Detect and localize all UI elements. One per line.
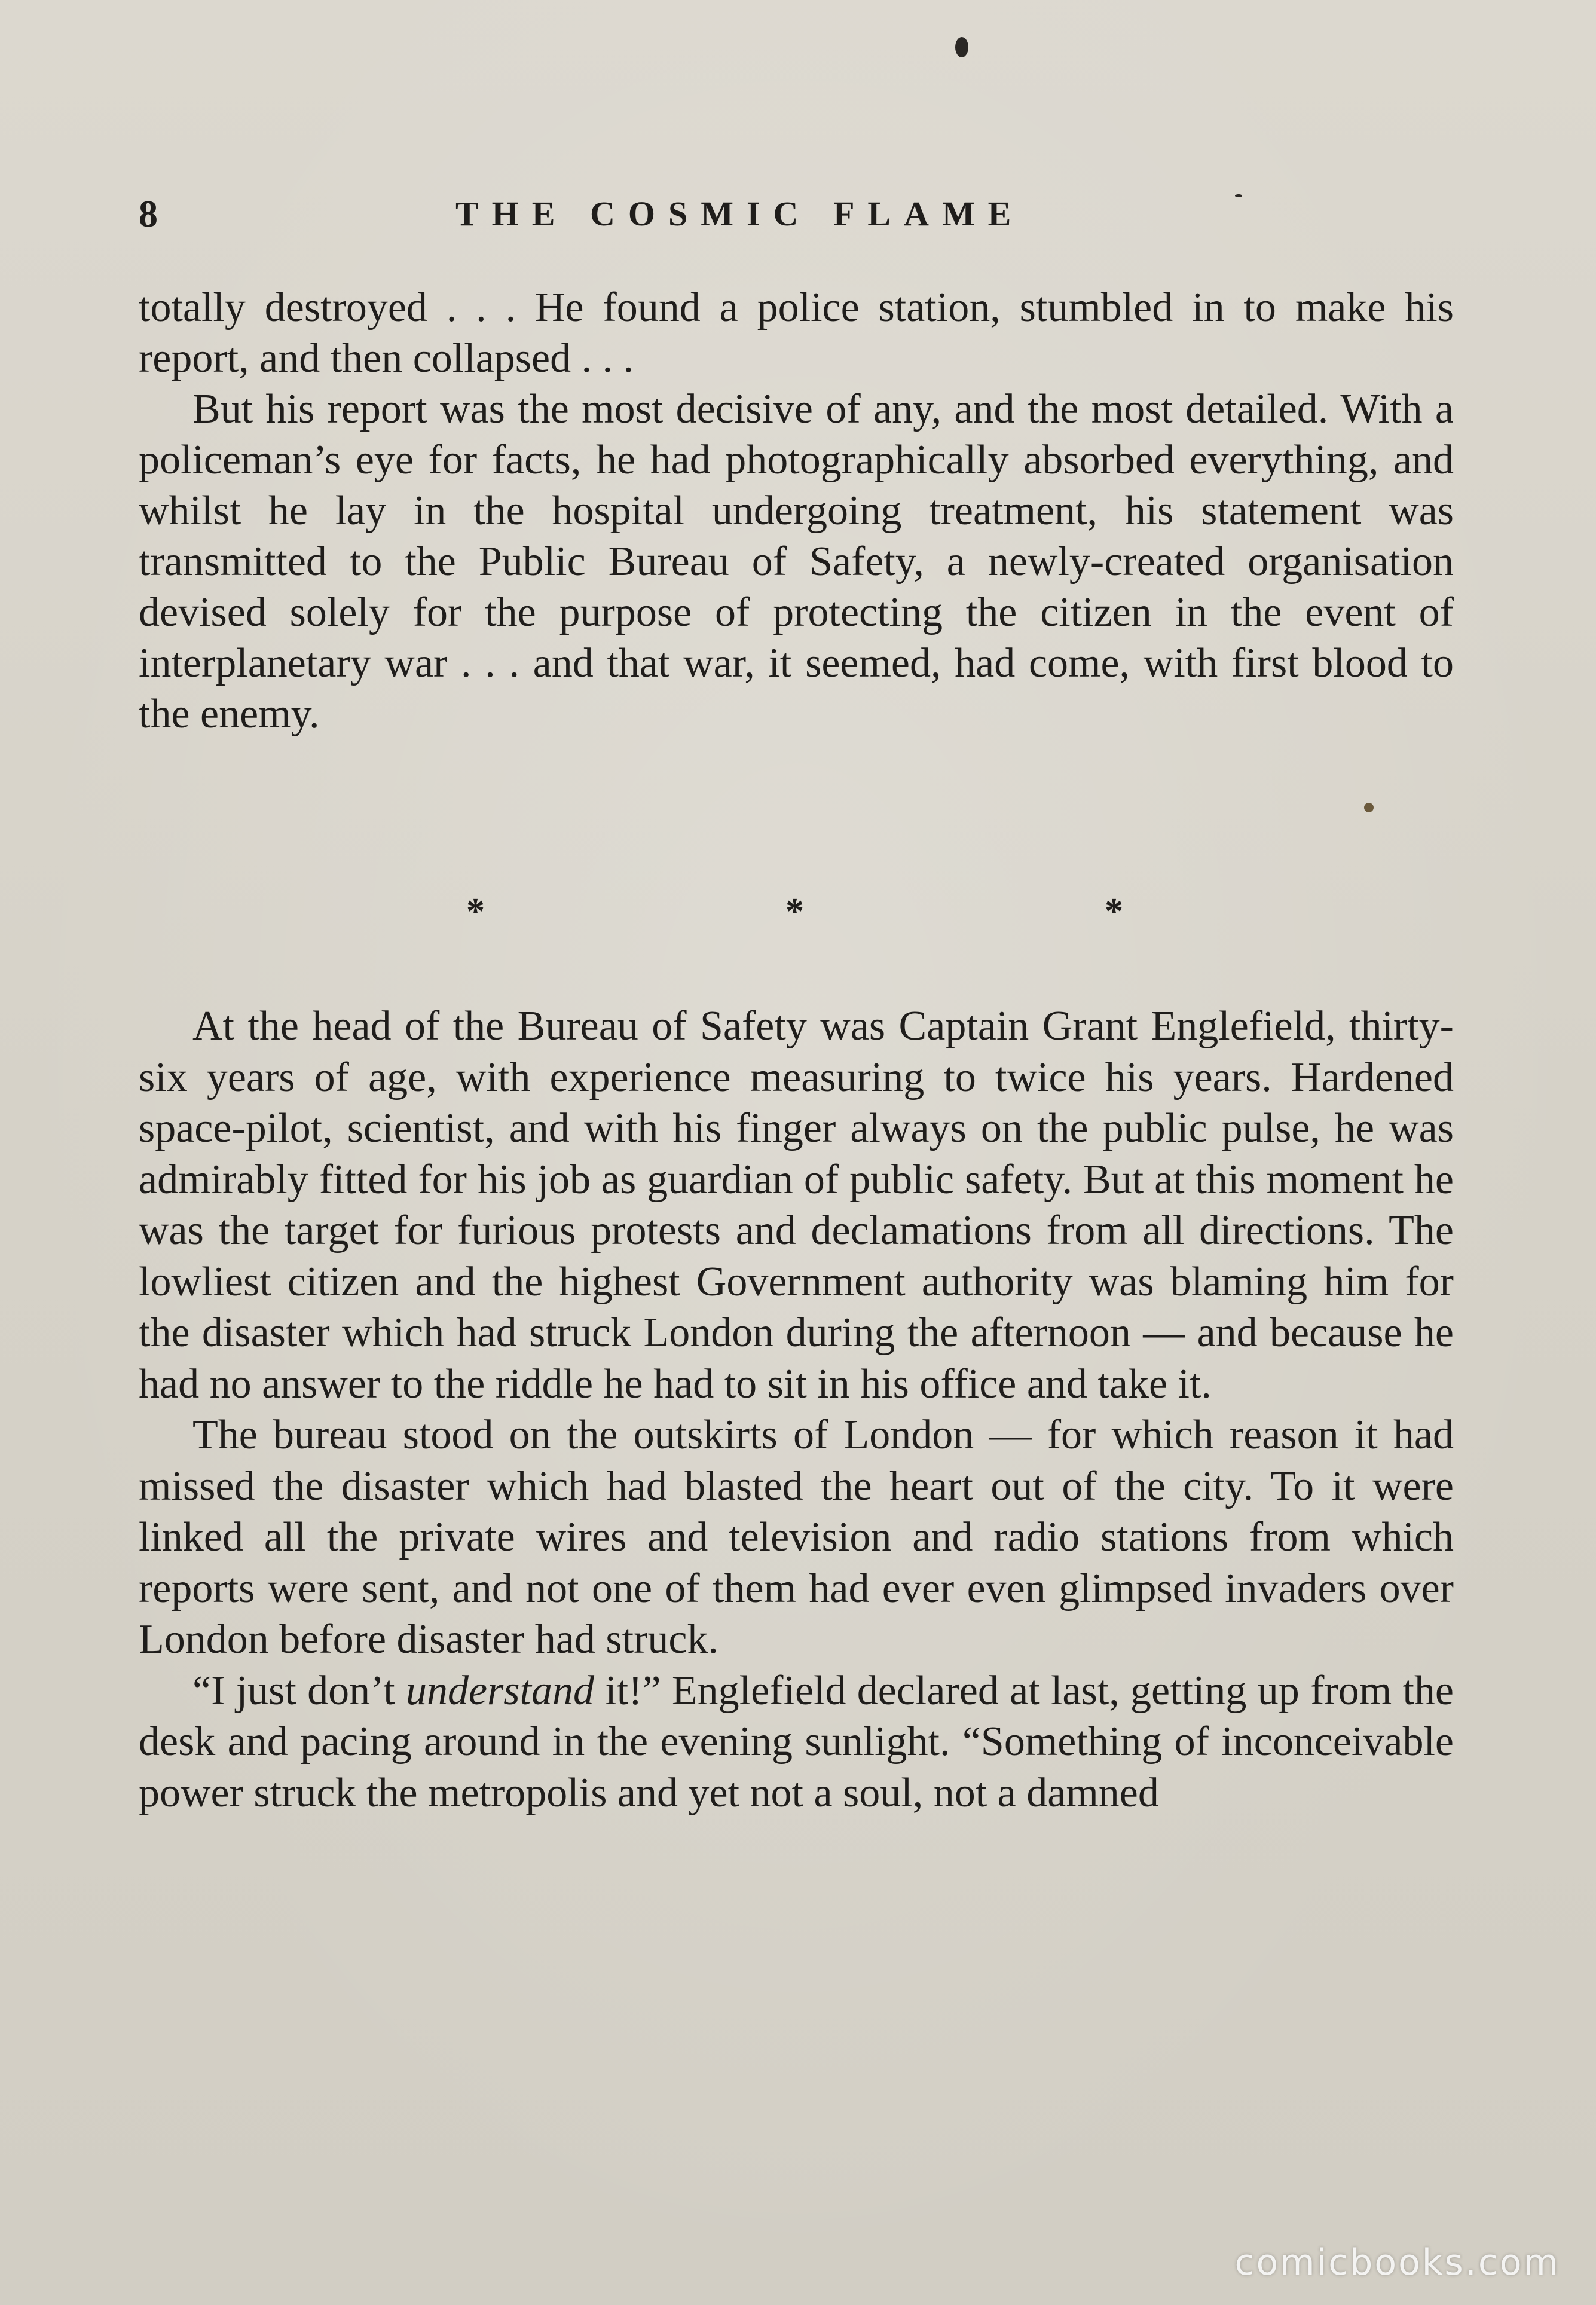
paragraph: The bureau stood on the outskirts of London — for which reason it had missed the disaster which had blasted the heart out of the city. To it were linked all the private wires and television and radio stations from which reports were sent, and not one of them had ever even glimpsed invaders over London before disaster had struck. (139, 1412, 1454, 1662)
section-two (139, 1001, 1454, 1818)
paragraph: But his report was the most decisive of any, and the most detailed. With a policeman’s eye for facts, he had photographically absorbed everything, and whilst he lay in the hospital undergoing treatment, his statement was transmitted to the Public Bureau of Safety, a newly-created organisation devised solely for the purpose of protecting the citizen in the event of interplanetary war . . . and that war, it seemed, had come, with first blood to the enemy. (139, 386, 1454, 737)
page-number: 8 (139, 192, 158, 235)
book-title: THE COSMIC FLAME (455, 194, 1025, 233)
asterism-star: * (466, 891, 485, 932)
emphasis-text: understand (405, 1667, 594, 1714)
paragraph (139, 1665, 1454, 1819)
paper-speck (1364, 803, 1374, 812)
section-break (139, 885, 1454, 938)
running-head (139, 190, 1454, 238)
section-one (139, 282, 1454, 739)
watermark: comicbooks.com (1234, 2242, 1560, 2283)
paper-speck (955, 37, 968, 57)
paragraph: totally destroyed . . . He found a police station, stumbled in to make his report, and then collapsed . . . (139, 285, 1454, 381)
dialogue-text: “I just don’t (192, 1667, 406, 1714)
asterism-star: * (785, 891, 804, 932)
dialogue-text: it!” Englefield declared at last, getting up from the desk and pacing around in the evening sunlight. “Something of inconceivable power struck the metropolis and yet not a soul, not a damned (139, 1667, 1454, 1816)
asterism-star: * (1105, 891, 1123, 932)
paragraph: At the head of the Bureau of Safety was Captain Grant Englefield, thirty-six years of age, with experience measuring to twice his years. Hardened space-pilot, scientist, and with his finger always on the public pulse, he was admirably fitted for his job as guardian of public safety. But at this moment he was the target for furious protests and declamations from all directions. The lowliest citizen and the highest Government authority was blaming him for the disaster which had struck London during the afternoon — and because he had no answer to the riddle he had to sit in his office and take it. (139, 1003, 1454, 1407)
